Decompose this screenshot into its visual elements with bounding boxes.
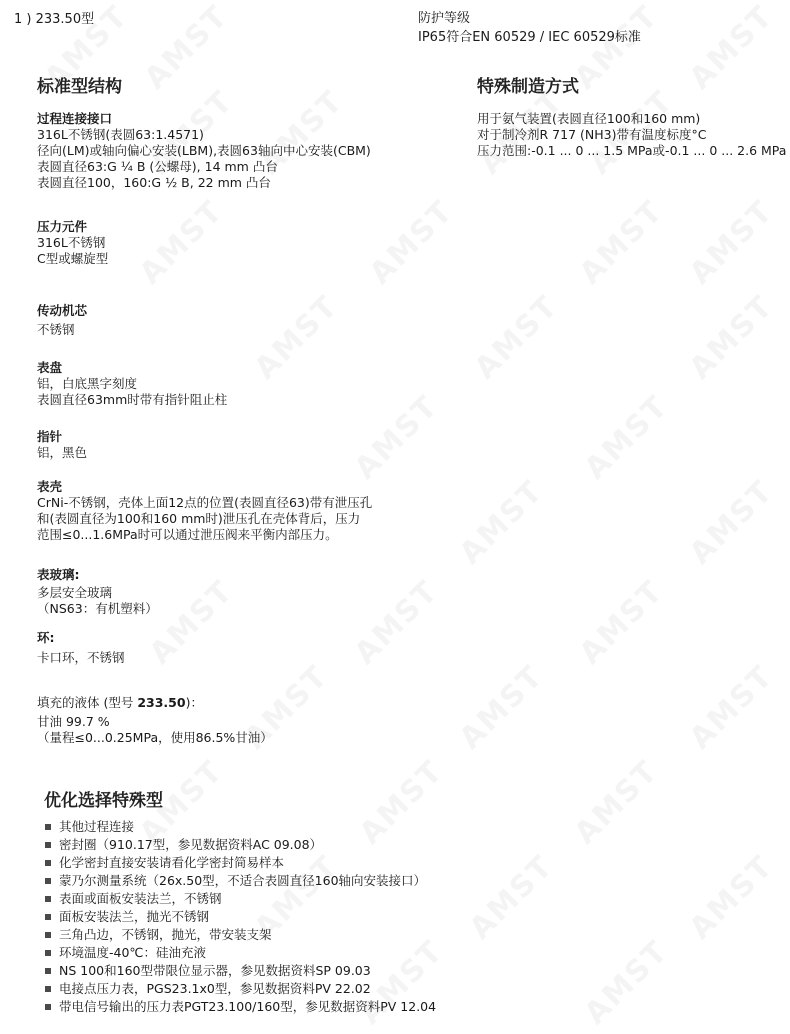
section-heading: 环: — [37, 630, 55, 645]
watermark — [568, 754, 666, 852]
section-line: 不锈钢 — [37, 322, 75, 337]
watermark — [683, 194, 781, 292]
list-item: 其他过程连接 — [45, 818, 436, 836]
watermark — [683, 659, 781, 757]
section-line: 铝，黑色 — [37, 445, 88, 460]
section-line: 316L不锈钢(表圆63:1.4571) — [37, 127, 204, 142]
section-line: 表圆直径63mm时带有指针阻止柱 — [37, 392, 228, 407]
section-heading: 指针 — [37, 429, 63, 444]
heading-model: 233.50 — [137, 695, 186, 710]
section-line: （NS63：有机塑料） — [37, 601, 158, 616]
list-item: 表面或面板安装法兰，不锈钢 — [45, 890, 436, 908]
section-case — [37, 479, 372, 543]
square-bullet-icon — [45, 824, 51, 830]
square-bullet-icon — [45, 1004, 51, 1010]
list-item: 环境温度-40℃：硅油充液 — [45, 944, 436, 962]
list-item: 带电信号输出的压力表PGT23.100/160型，参见数据资料PV 12.04 — [45, 998, 436, 1016]
watermark — [683, 289, 781, 387]
square-bullet-icon — [45, 968, 51, 974]
list-item: 三角凸边，不锈钢，抛光，带安装支架 — [45, 926, 436, 944]
watermark — [683, 849, 781, 947]
section-heading: 表玻璃: — [37, 567, 80, 582]
watermark — [348, 389, 446, 487]
watermark — [348, 574, 446, 672]
section-pointer — [37, 429, 87, 461]
square-bullet-icon — [45, 878, 51, 884]
square-bullet-icon — [45, 842, 51, 848]
special-lines — [477, 111, 786, 159]
square-bullet-icon — [45, 896, 51, 902]
watermark — [363, 194, 461, 292]
watermark — [573, 574, 671, 672]
protection-value: IP65符合EN 60529 / IEC 60529标准 — [418, 30, 641, 45]
watermark — [683, 0, 781, 96]
section-ring — [37, 630, 125, 666]
special-line: 用于氨气装置(表圆直径100和160 mm) — [477, 111, 701, 126]
section-process-connection — [37, 111, 371, 191]
special-line: 压力范围:-0.1 ... 0 ... 1.5 MPa或-0.1 ... 0 ... 2.6 MPa — [477, 143, 787, 158]
section-line: 范围≤0...1.6MPa时可以通过泄压阀来平衡内部压力。 — [37, 527, 338, 542]
section-movement — [37, 303, 87, 338]
section-heading: 表壳 — [37, 479, 63, 494]
options-title: 优化选择特殊型 — [44, 791, 163, 811]
section-line: 表圆直径100，160:G ½ B, 22 mm 凸台 — [37, 175, 271, 190]
section-line: 铝，白底黑字刻度 — [37, 376, 138, 391]
square-bullet-icon — [45, 932, 51, 938]
section-heading: 过程连接接口 — [37, 111, 113, 126]
watermark — [578, 934, 676, 1032]
list-item: 面板安装法兰，抛光不锈钢 — [45, 908, 436, 926]
heading-prefix: 填充的液体 (型号 — [37, 695, 138, 710]
heading-suffix: )： — [185, 695, 203, 710]
section-line: 316L不锈钢 — [37, 235, 106, 250]
options-list — [45, 818, 436, 1016]
watermark — [453, 659, 551, 757]
section-heading: 压力元件 — [37, 219, 88, 234]
watermark — [248, 289, 346, 387]
special-title: 特殊制造方式 — [477, 77, 579, 97]
square-bullet-icon — [45, 950, 51, 956]
model-number: 1 ) 233.50型 — [14, 12, 95, 27]
section-line: （量程≤0...0.25MPa，使用86.5%甘油） — [37, 730, 273, 745]
watermark — [133, 194, 231, 292]
section-heading — [37, 695, 273, 711]
list-item: NS 100和160型带限位显示器，参见数据资料SP 09.03 — [45, 962, 436, 980]
watermark — [578, 389, 676, 487]
list-item: 蒙乃尔测量系统（26x.50型，不适合表圆直径160轴向安装接口） — [45, 872, 436, 890]
section-heading: 传动机芯 — [37, 303, 88, 318]
section-filling-liquid — [37, 695, 273, 746]
section-line: CrNi-不锈钢，壳体上面12点的位置(表圆直径63)带有泄压孔 — [37, 495, 373, 510]
list-item: 化学密封直接安装请看化学密封简易样本 — [45, 854, 436, 872]
square-bullet-icon — [45, 860, 51, 866]
section-line: 径向(LM)或轴向偏心安装(LBM),表圆63轴向中心安装(CBM) — [37, 143, 371, 158]
standard-title: 标准型结构 — [37, 77, 122, 97]
section-heading: 表盘 — [37, 360, 63, 375]
section-line: 多层安全玻璃 — [37, 585, 113, 600]
section-window — [37, 567, 158, 617]
section-line: 甘油 99.7 % — [37, 714, 110, 729]
section-line: 卡口环，不锈钢 — [37, 650, 125, 665]
special-line: 对于制冷剂R 717 (NH3)带有温度标度°C — [477, 127, 707, 142]
section-line: C型或螺旋型 — [37, 251, 109, 266]
watermark — [573, 194, 671, 292]
protection-label: 防护等级 — [418, 11, 471, 26]
section-pressure-element — [37, 219, 108, 267]
list-item: 密封圈（910.17型，参见数据资料AC 09.08） — [45, 836, 436, 854]
section-line: 和(表圆直径为100和160 mm时)泄压孔在壳体背后，压力 — [37, 511, 361, 526]
section-line: 表圆直径63:G ¼ B (公螺母), 14 mm 凸台 — [37, 159, 278, 174]
square-bullet-icon — [45, 986, 51, 992]
watermark — [468, 289, 566, 387]
list-item: 电接点压力表，PGS23.1x0型，参见数据资料PV 22.02 — [45, 980, 436, 998]
watermark — [683, 474, 781, 572]
watermark — [463, 849, 561, 947]
watermark — [138, 0, 236, 96]
section-dial — [37, 360, 227, 408]
watermark — [453, 474, 551, 572]
watermark — [568, 0, 666, 96]
square-bullet-icon — [45, 914, 51, 920]
